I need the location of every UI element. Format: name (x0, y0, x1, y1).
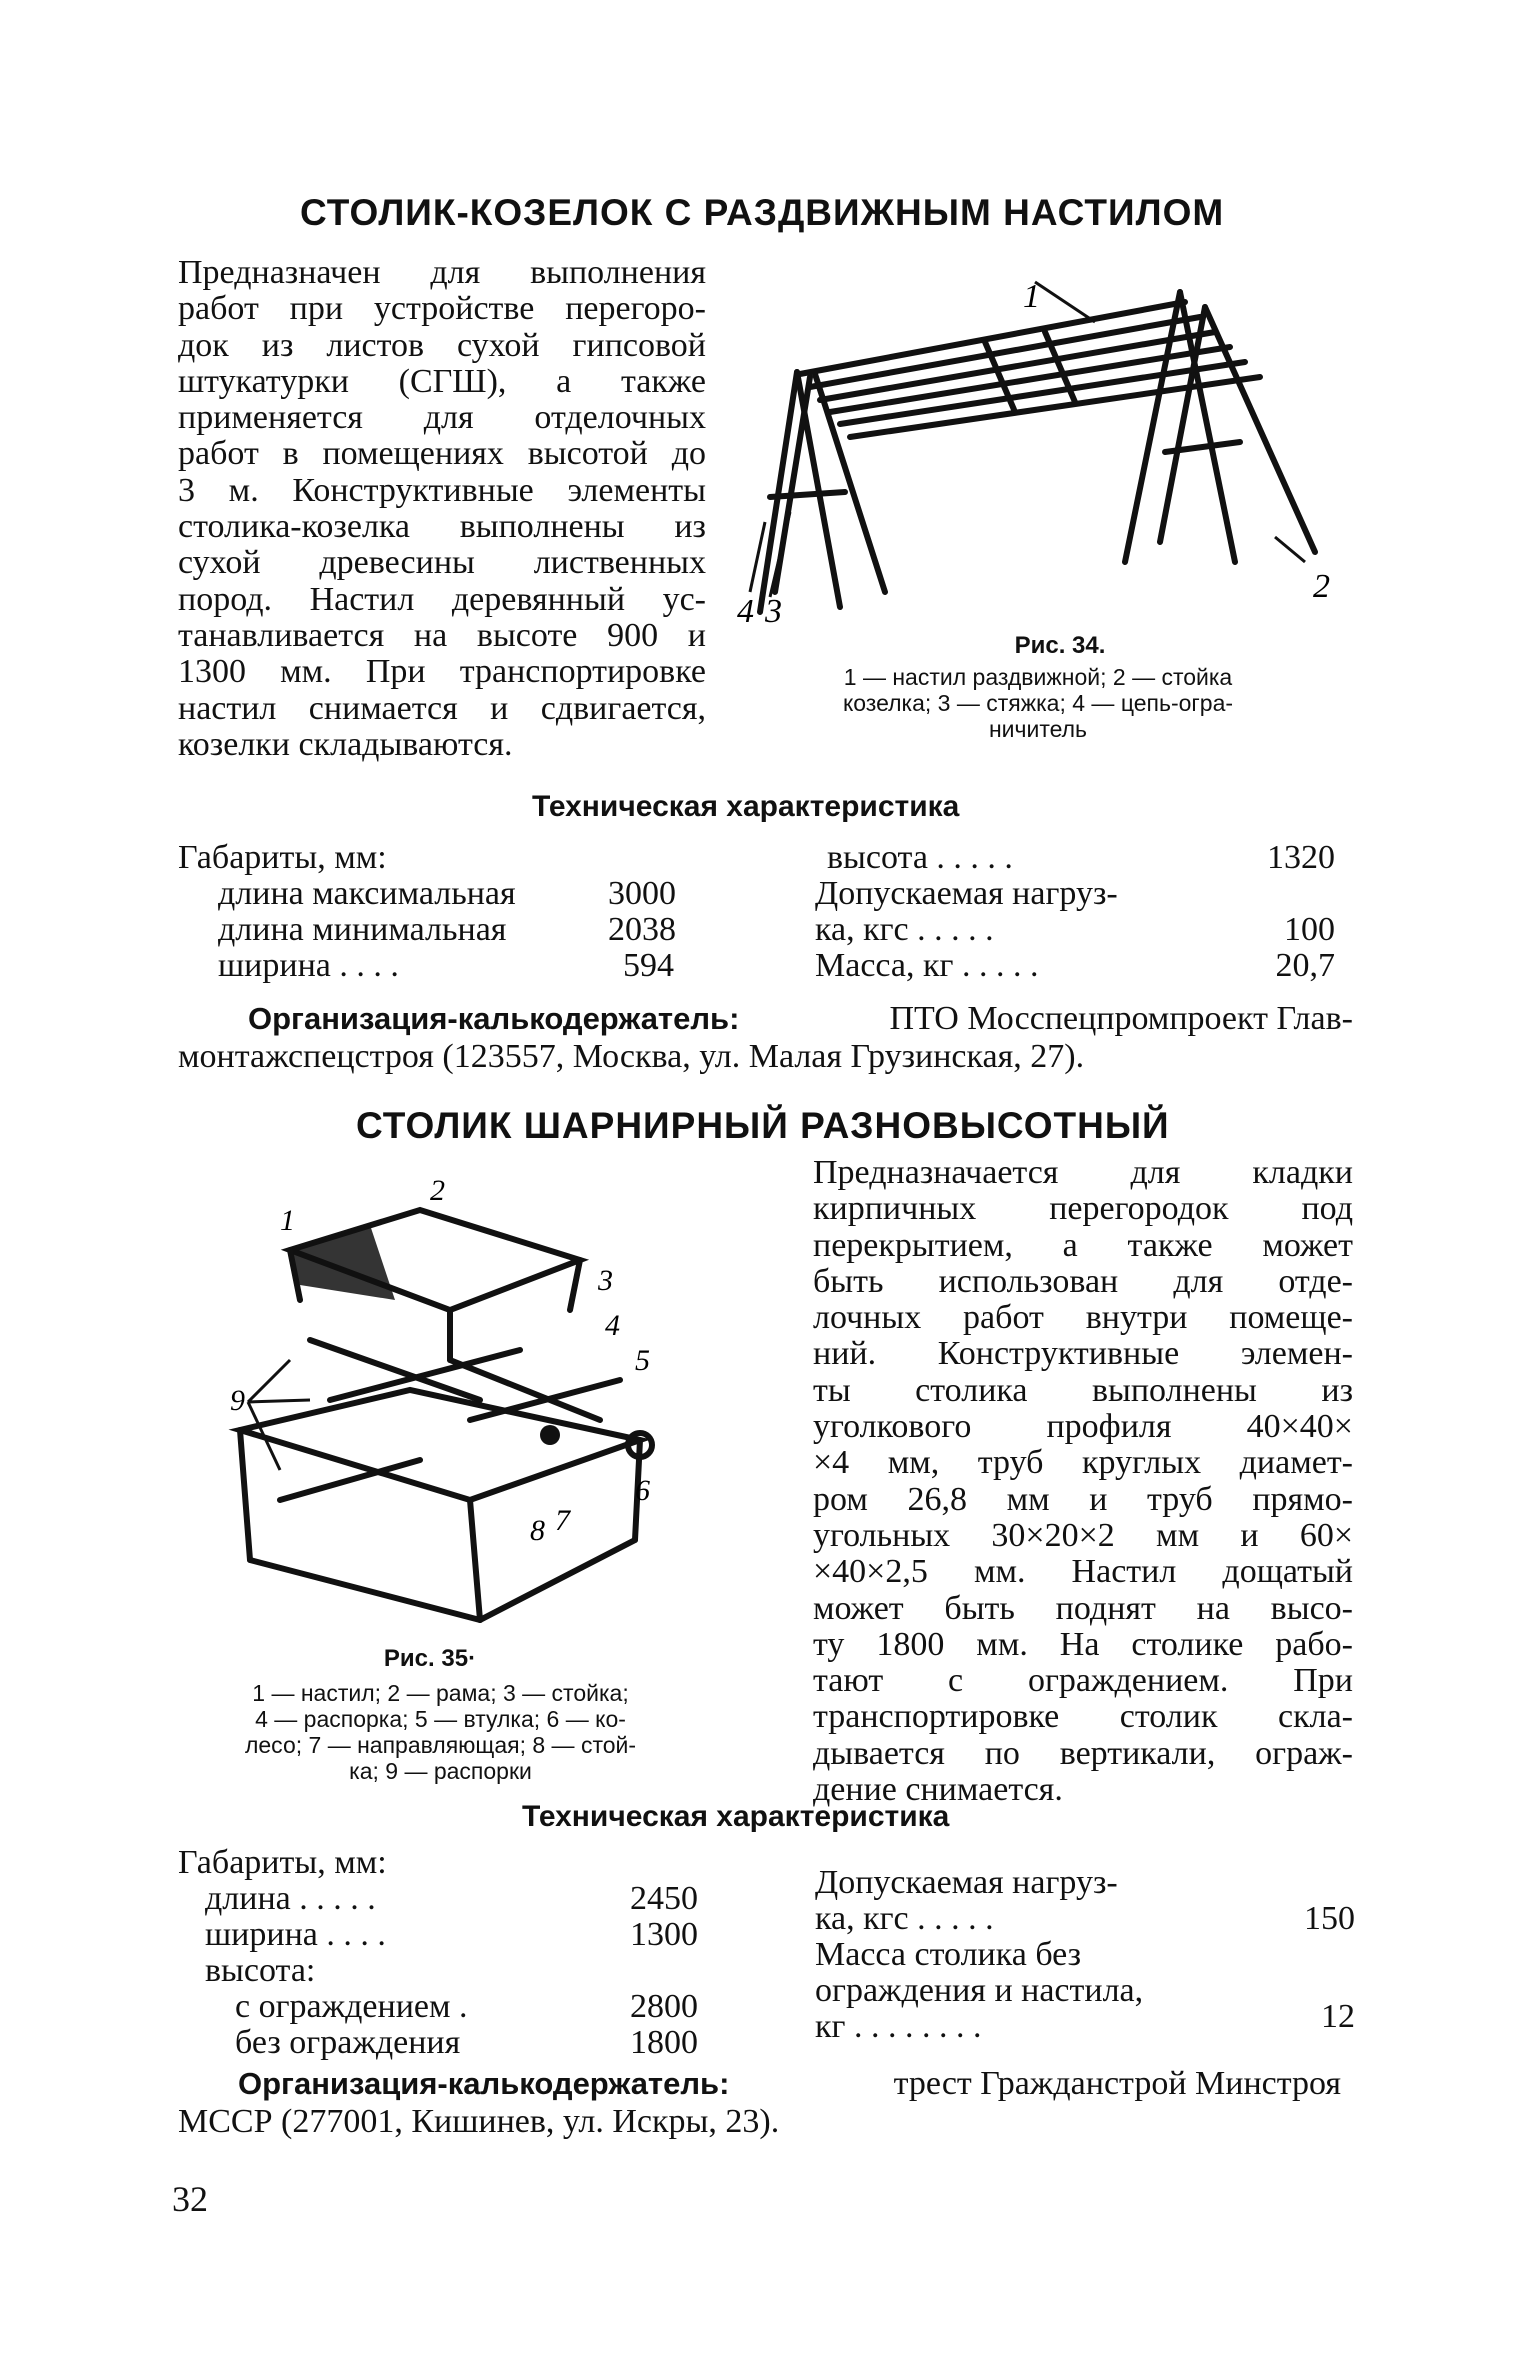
org-text: ПТО Мосспецпромпроект Глав- (889, 1000, 1353, 1037)
text-line: дывается по вертикали, ограж- (813, 1734, 1353, 1772)
figure-34-title: Рис. 34. (1014, 632, 1106, 659)
text-line: тают с ограждением. При (813, 1662, 1353, 1700)
caption-line: 1 — настил раздвижной; 2 — стойка (843, 664, 1233, 690)
text-line: ний. Конструктивные элемен- (813, 1335, 1353, 1373)
spec-label: Допускаемая нагруз- (815, 875, 1118, 912)
spec-label: ширина . . . . (205, 1916, 386, 1953)
spec-row (205, 1989, 725, 2025)
text-line: док из листов сухой гипсовой (178, 326, 706, 364)
text-line: перекрытием, а также может (813, 1226, 1353, 1264)
spec-label: с ограждением . (235, 1988, 468, 2025)
spec-label: высота: (205, 1952, 316, 1989)
spec-label: Допускаемая нагруз- (815, 1864, 1118, 1901)
section2-spec-right (815, 1865, 1355, 2045)
text-line: уголкового профиля 40×40× (813, 1408, 1353, 1446)
section2-organization (178, 2065, 1341, 2141)
text-line: ты столика выполнены из (813, 1371, 1353, 1409)
spec-row (218, 912, 738, 948)
spec-value: 100 (1284, 911, 1335, 948)
org-label: Организация-калькодержатель: (238, 2066, 730, 2101)
section1-spec-title: Техническая характеристика (532, 790, 960, 823)
spec-group-label: Габариты, мм: (178, 1844, 387, 1881)
figure-label: 4 (605, 1309, 620, 1342)
spec-row (815, 1865, 1355, 1901)
spec-label: Масса, кг . . . . . (815, 947, 1039, 984)
spec-row (815, 840, 1335, 876)
text-line: штукатурки (СГШ), а также (178, 362, 706, 400)
text-line: козелки складываются. (178, 725, 513, 763)
spec-row (815, 1973, 1355, 2009)
spec-value: 20,7 (1275, 947, 1335, 984)
spec-row (815, 1901, 1355, 1937)
figure-label: 1 (1023, 278, 1040, 315)
spec-label: ширина . . . . (218, 947, 399, 984)
spec-value: 1300 (630, 1916, 698, 1953)
section1-description (178, 255, 706, 763)
spec-label: без ограждения (235, 2024, 461, 2061)
figure-label: 3 (765, 593, 782, 630)
section2-spec-left (205, 1881, 725, 2061)
spec-row (205, 1917, 725, 1953)
text-line: ром 26,8 мм и труб прямо- (813, 1480, 1353, 1518)
text-line: столика-козелка выполнены из (178, 508, 706, 546)
section2-description (813, 1155, 1353, 1808)
text-line: работ при устройстве перегоро- (178, 290, 706, 328)
spec-value: 3000 (608, 875, 676, 912)
spec-row (218, 948, 738, 984)
text-line: 1300 мм. При транспортировке (178, 653, 706, 691)
text-line: ×4 мм, труб круглых диамет- (813, 1444, 1353, 1482)
figure-label: 5 (635, 1344, 650, 1377)
spec-value: 12 (1321, 1998, 1355, 2035)
spec-row (205, 1881, 725, 1917)
text-line: ту 1800 мм. На столике рабо- (813, 1625, 1353, 1663)
figure-label: 2 (1313, 568, 1330, 605)
caption-line: ка; 9 — распорки (349, 1758, 532, 1784)
spec-label: ка, кгс . . . . . (815, 1900, 994, 1937)
figure-35-hinged-table-illustration (220, 1170, 680, 1640)
spec-label: высота . . . . . (827, 839, 1013, 876)
page-number: 32 (172, 2179, 208, 2219)
figure-35-caption (168, 1680, 713, 1784)
spec-label: Масса столика без (815, 1936, 1082, 1973)
text-line: лочных работ внутри помеще- (813, 1299, 1353, 1337)
section1-spec-left (218, 876, 738, 984)
spec-value: 2038 (608, 911, 676, 948)
spec-value: 1320 (1267, 839, 1335, 876)
figure-label: 3 (598, 1264, 613, 1297)
text-line: ×40×2,5 мм. Настил дощатый (813, 1553, 1353, 1591)
figure-label: 8 (530, 1514, 545, 1547)
spec-row (205, 1953, 725, 1989)
text-line: применяется для отделочных (178, 399, 706, 437)
text-line: сухой древесины лиственных (178, 544, 706, 582)
spec-value: 594 (623, 947, 674, 984)
text-line: Предназначается для кладки (813, 1154, 1353, 1191)
text-line: настил снимается и сдвигается, (178, 689, 706, 727)
caption-line: лесо; 7 — направляющая; 8 — стой- (244, 1732, 637, 1758)
spec-row (815, 1937, 1355, 1973)
spec-row (205, 2025, 725, 2061)
spec-label: кг . . . . . . . . (815, 2008, 982, 2045)
spec-label: длина максимальная (218, 875, 516, 912)
text-line: пород. Настил деревянный ус- (178, 580, 706, 618)
spec-row (815, 912, 1335, 948)
section1-title: СТОЛИК-КОЗЕЛОК С РАЗДВИЖНЫМ НАСТИЛОМ (300, 192, 1225, 233)
figure-35-title: Рис. 35· (383, 1645, 477, 1672)
figure-label: 1 (280, 1204, 295, 1237)
figure-34-trestle-table-illustration (715, 262, 1355, 632)
figure-label: 7 (555, 1504, 570, 1537)
caption-line: 4 — распорка; 5 — втулка; 6 — ко- (255, 1706, 626, 1732)
section2-spec-title: Техническая характеристика (522, 1800, 950, 1833)
text-line: работ в помещениях высотой до (178, 435, 706, 473)
spec-label: ограждения и настила, (815, 1972, 1144, 2009)
spec-row (815, 948, 1335, 984)
org-text: трест Гражданстрой Минстроя (893, 2065, 1341, 2102)
section1-spec-right (815, 840, 1335, 984)
spec-row (218, 876, 738, 912)
figure-label: 9 (230, 1384, 245, 1417)
spec-label: ка, кгс . . . . . (815, 911, 994, 948)
spec-value: 150 (1304, 1900, 1355, 1937)
org-label: Организация-калькодержатель: (248, 1001, 740, 1036)
figure-label: 2 (430, 1174, 445, 1207)
spec-row (815, 876, 1335, 912)
caption-line: ничитель (988, 716, 1088, 742)
figure-label: 4 (737, 593, 754, 630)
text-line: угольных 30×20×2 мм и 60× (813, 1516, 1353, 1554)
spec-value: 2800 (630, 1988, 698, 2025)
figure-34-caption (718, 664, 1358, 742)
spec-value: 2450 (630, 1880, 698, 1917)
text-line: быть использован для отде- (813, 1262, 1353, 1300)
org-text: МССР (277001, Кишинев, ул. Искры, 23). (178, 2103, 780, 2140)
spec-label: длина . . . . . (205, 1880, 376, 1917)
spec-group-label: Габариты, мм: (178, 839, 387, 876)
text-line: транспортировке столик скла- (813, 1698, 1353, 1736)
text-line: танавливается на высоте 900 и (178, 616, 706, 654)
section1-organization (178, 1000, 1353, 1076)
caption-line: козелка; 3 — стяжка; 4 — цепь-огра- (842, 690, 1234, 716)
text-line: Предназначен для выполнения (178, 254, 706, 291)
text-line: может быть поднят на высо- (813, 1589, 1353, 1627)
section2-title: СТОЛИК ШАРНИРНЫЙ РАЗНОВЫСОТНЫЙ (356, 1105, 1170, 1146)
figure-label: 6 (635, 1474, 650, 1507)
org-text: монтажспецстроя (123557, Москва, ул. Малая Грузинская, 27). (178, 1038, 1085, 1075)
caption-line: 1 — настил; 2 — рама; 3 — стойка; (252, 1680, 629, 1706)
text-line: дение снимается. (813, 1771, 1063, 1809)
spec-row (815, 1998, 1355, 2045)
spec-label: длина минимальная (218, 911, 507, 948)
text-line: 3 м. Конструктивные элементы (178, 471, 706, 509)
text-line: кирпичных перегородок под (813, 1190, 1353, 1228)
spec-value: 1800 (630, 2024, 698, 2061)
